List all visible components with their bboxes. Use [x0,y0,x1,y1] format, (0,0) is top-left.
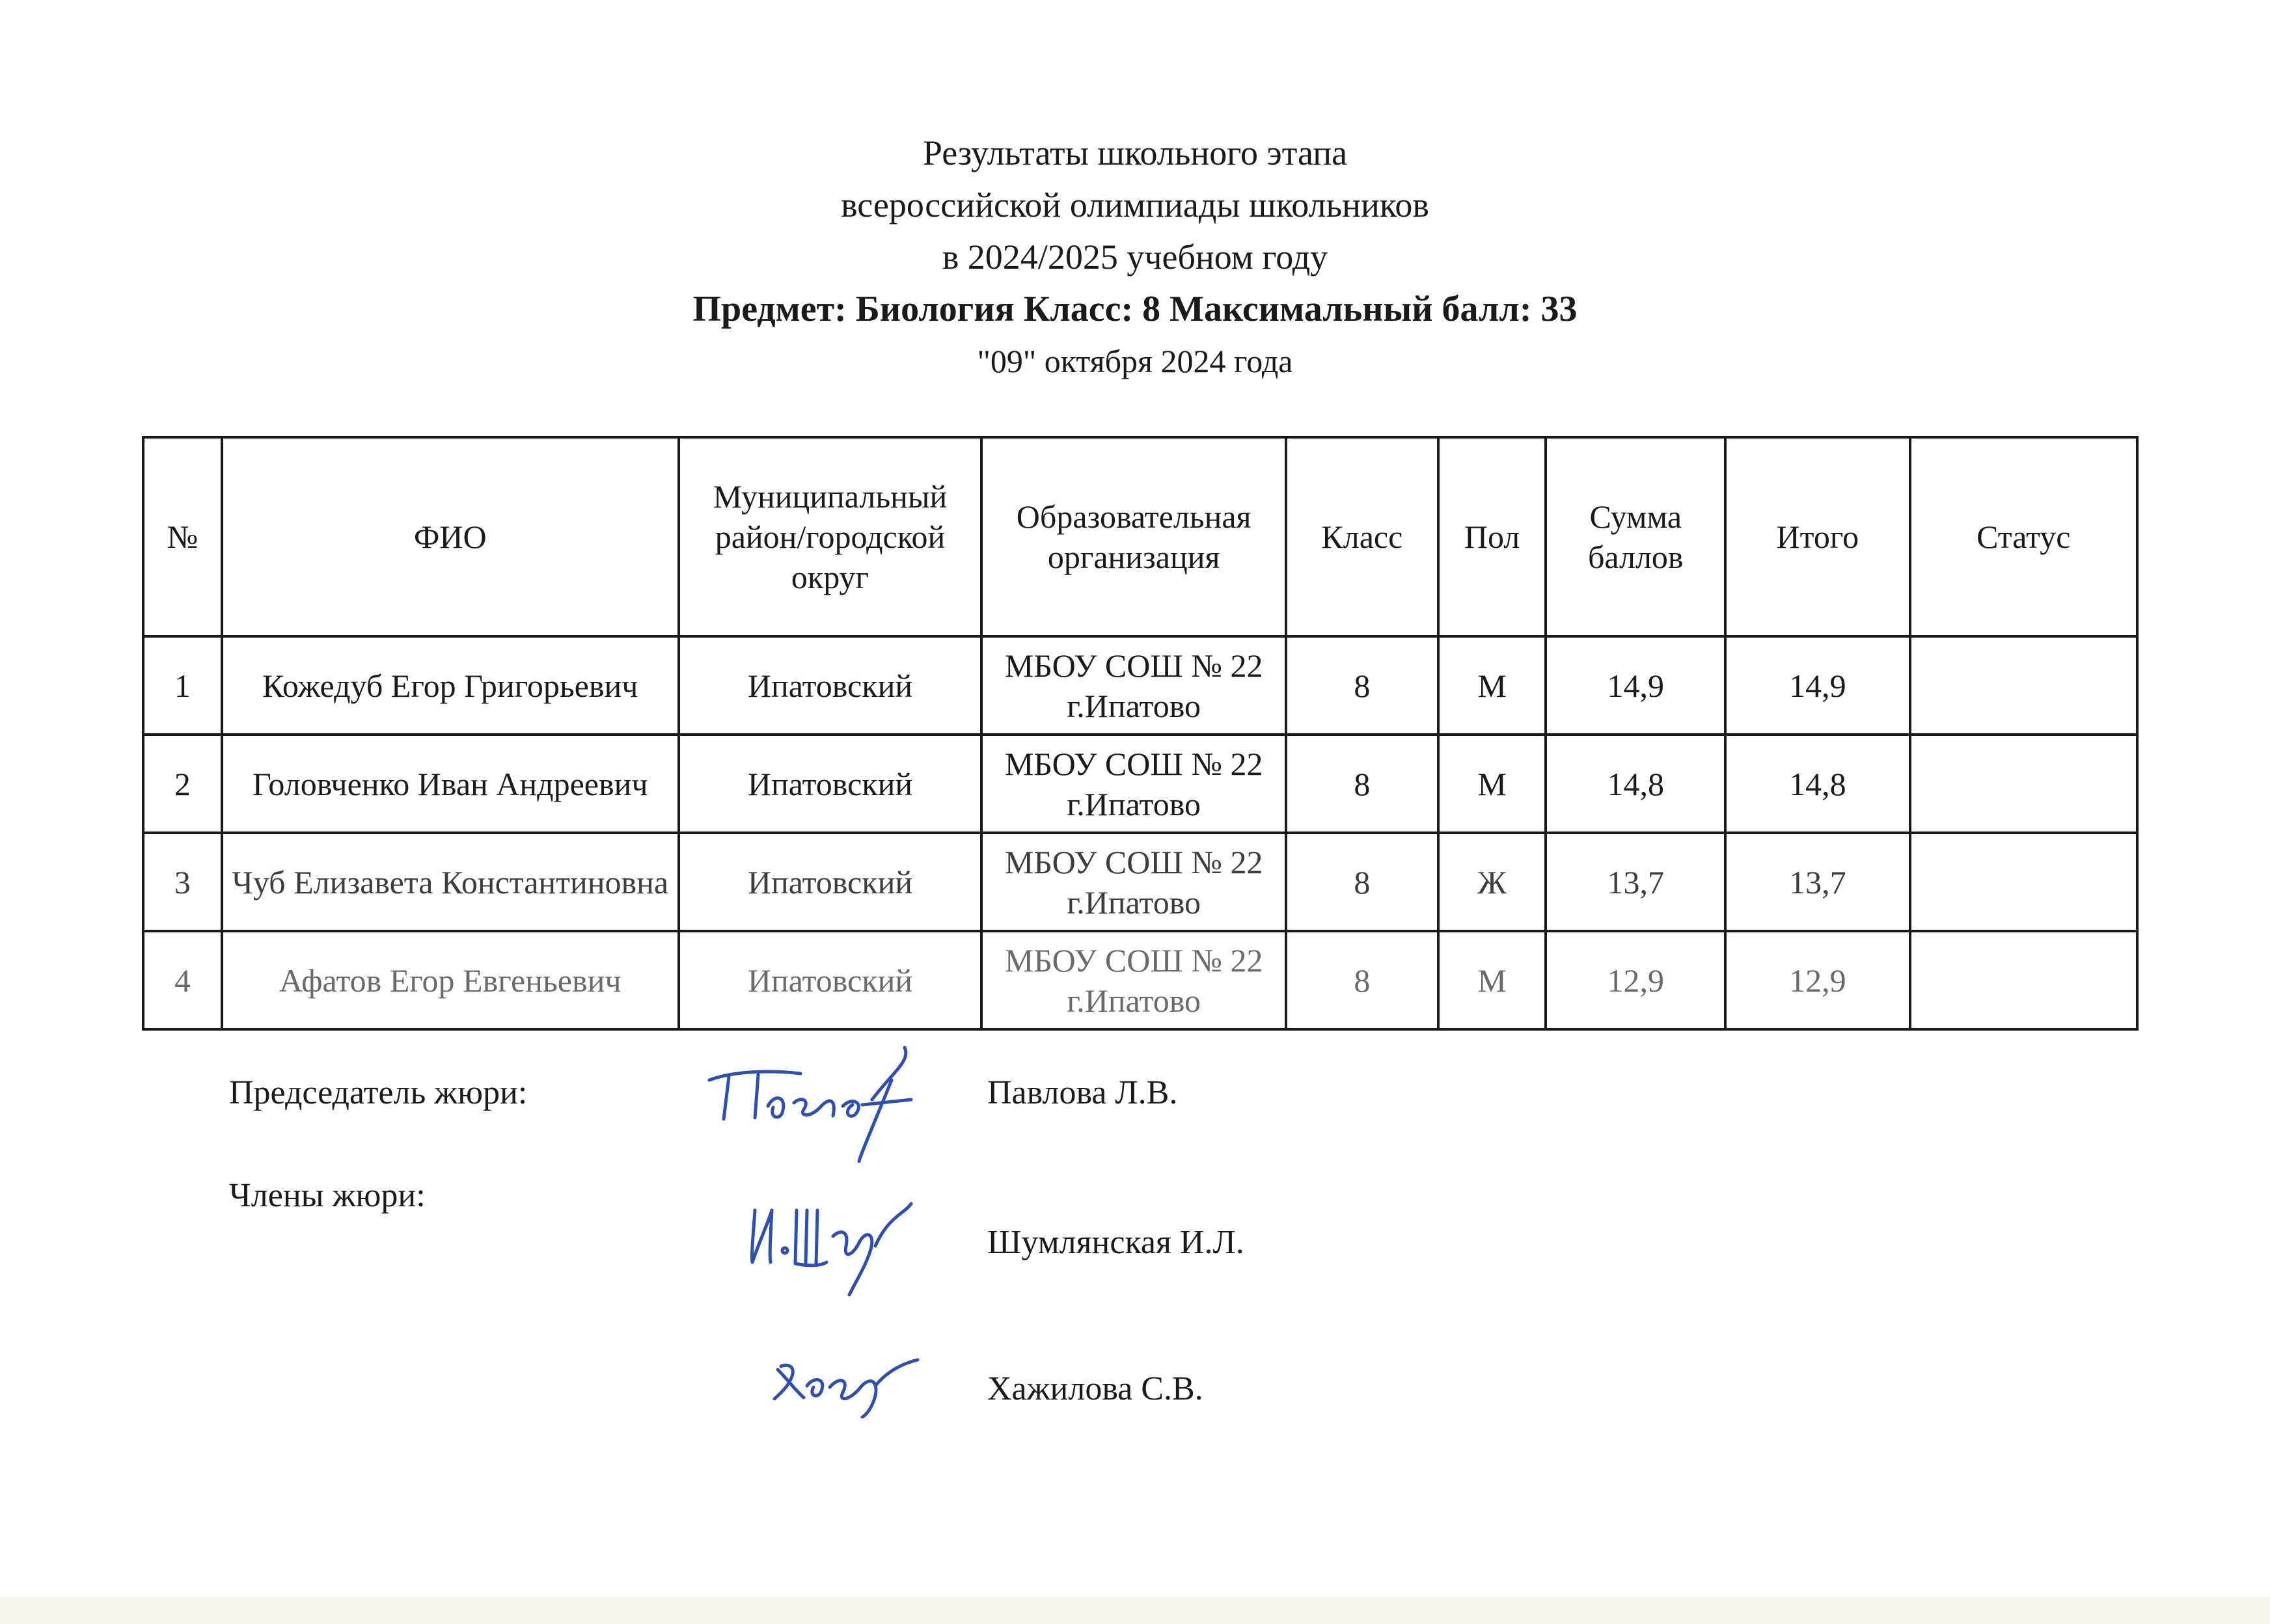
cell-org: МБОУ СОШ № 22 г.Ипатово [981,833,1286,931]
column-header-sum: Сумма баллов [1546,437,1725,636]
cell-name: Чуб Елизавета Константиновна [222,833,679,931]
cell-total: 14,8 [1725,735,1910,833]
column-header-num: № [143,437,222,636]
column-header-grade: Класс [1286,437,1438,636]
column-header-org: Образовательная организация [981,437,1286,636]
scan-edge [0,1597,2270,1624]
member-signature-1 [742,1191,924,1301]
cell-total: 14,9 [1725,636,1910,735]
column-header-name: ФИО [222,437,679,636]
chair-label: Председатель жюри: [229,1074,528,1111]
member-signature-2 [768,1340,924,1418]
column-header-district: Муниципальный район/городской округ [679,437,982,636]
cell-grade: 8 [1286,636,1438,735]
heading-line-2: всероссийской олимпиады школьников [841,185,1429,224]
cell-total: 13,7 [1725,833,1910,931]
cell-sum: 12,9 [1546,931,1725,1029]
cell-num: 1 [143,636,222,735]
cell-grade: 8 [1286,735,1438,833]
heading-line-1: Результаты школьного этапа [922,133,1348,172]
member-name-1: Шумлянская И.Л. [987,1224,1244,1261]
cell-sum: 13,7 [1546,833,1725,931]
chair-name: Павлова Л.В. [987,1074,1178,1111]
cell-num: 3 [143,833,222,931]
cell-num: 4 [143,931,222,1029]
cell-grade: 8 [1286,833,1438,931]
cell-total: 12,9 [1725,931,1910,1029]
cell-sex: Ж [1438,833,1546,931]
cell-num: 2 [143,735,222,833]
members-label: Члены жюри: [229,1177,426,1214]
chair-signature [696,1035,931,1165]
cell-org: МБОУ СОШ № 22 г.Ипатово [981,636,1286,735]
cell-name: Головченко Иван Андреевич [222,735,679,833]
cell-sex: М [1438,636,1546,735]
column-header-total: Итого [1725,437,1910,636]
cell-org: МБОУ СОШ № 22 г.Ипатово [981,931,1286,1029]
cell-sex: М [1438,735,1546,833]
heading-line-3: в 2024/2025 учебном году [942,237,1328,277]
date-line: "09" октября 2024 года [977,343,1293,379]
cell-district: Ипатовский [679,636,982,735]
member-name-2: Хажилова С.В. [987,1370,1203,1407]
column-header-status: Статус [1910,437,2137,636]
cell-sum: 14,9 [1546,636,1725,735]
cell-sum: 14,8 [1546,735,1725,833]
cell-grade: 8 [1286,931,1438,1029]
cell-name: Афатов Егор Евгеньевич [222,931,679,1029]
column-header-sex: Пол [1438,437,1546,636]
cell-district: Ипатовский [679,833,982,931]
cell-name: Кожедуб Егор Григорьевич [222,636,679,735]
cell-district: Ипатовский [679,931,982,1029]
cell-org: МБОУ СОШ № 22 г.Ипатово [981,735,1286,833]
cell-district: Ипатовский [679,735,982,833]
cell-sex: М [1438,931,1546,1029]
subject-line: Предмет: Биология Класс: 8 Максимальный балл: 33 [692,289,1578,329]
